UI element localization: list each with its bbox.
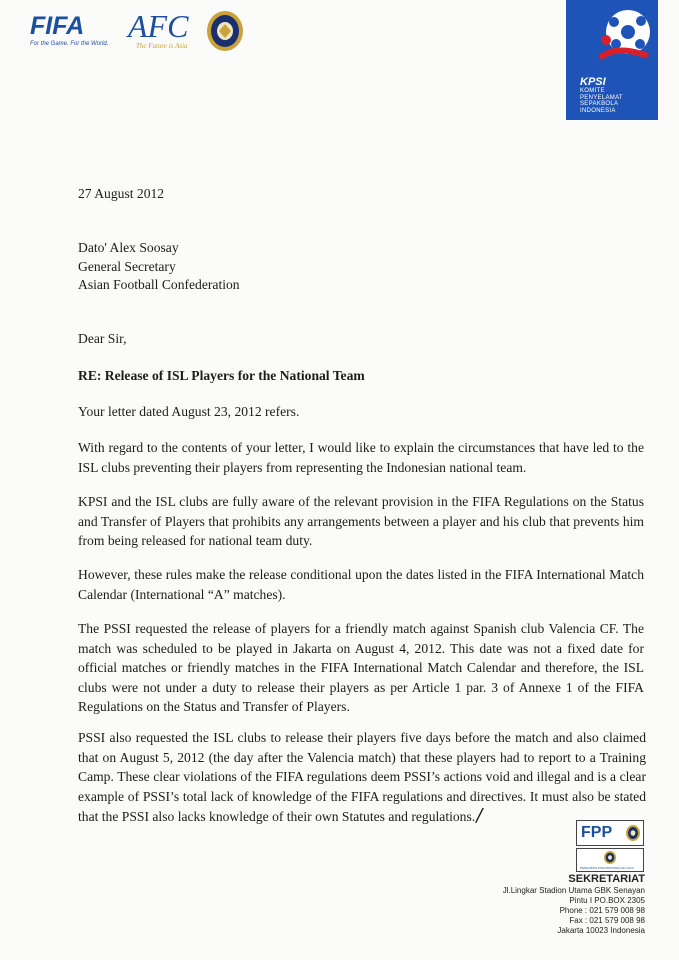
page-mark: / [476, 805, 483, 826]
paragraph-last [78, 728, 646, 827]
recipient-name: Dato' Alex Soosay [78, 240, 179, 255]
kpsi-logo-text: KPSI [580, 76, 606, 88]
fifa-logo-text: FIFA [30, 12, 85, 40]
address-line: Jl.Lingkar Stadion Utama GBK Senayan [502, 886, 645, 895]
secretariat-title: SEKRETARIAT [568, 873, 645, 885]
salutation: Dear Sir, [78, 331, 127, 346]
recipient-title: General Secretary [78, 259, 176, 274]
kpsi-line: PENYELAMAT [580, 94, 623, 101]
kpsi-line: SEPAKBOLA [580, 101, 619, 108]
fifa-logo [30, 12, 108, 48]
kpsi-line: INDONESIA [580, 107, 616, 114]
fpp-logo [576, 820, 644, 846]
city-line: Jakarta 10023 Indonesia [557, 926, 645, 935]
afc-tagline: The Future is Asia [136, 42, 188, 50]
seal-caption: PENGURUS PSSI PROVINSI DKI JAYA [580, 866, 634, 870]
paragraph: The PSSI requested the release of players for a friendly match against Spanish club Valencia CF. The match was scheduled to be played in Jakarta on August 4, 2012. This date was not a fixed date for official matches or friendly matches in the FIFA International Match Calendar and therefore, the ISL clubs were not under a duty to release their players as per Article 1 par. 3 of Annexe 1 of the FIFA Regulations on the Status and Transfer of Players. [78, 621, 644, 714]
recipient-organization: Asian Football Confederation [78, 277, 240, 292]
pssi-seal-icon [604, 851, 616, 864]
pssi-seal-icon [206, 10, 244, 52]
paragraph: Your letter dated August 23, 2012 refers. [78, 404, 300, 419]
subject-line: RE: Release of ISL Players for the National Team [78, 368, 365, 383]
fax-line: Fax : 021 579 008 98 [569, 916, 645, 925]
paragraph: However, these rules make the release conditional upon the dates listed in the FIFA International Match Calendar (International “A” matches). [78, 567, 644, 602]
paragraph-text: PSSI also requested the ISL clubs to release their players five days before the match and also claimed that on August 5, 2012 (the day after the Valencia match) that these players had to report to a Training Camp. These clear violations of the FIFA regulations deem PSSI’s actions void and illegal and is a clear example of PSSI’s total lack of knowledge of the FIFA regulations and directives. It must also be stated that the PSSI also lacks knowledge of their own Statutes and regulations. [78, 730, 646, 824]
fifa-tagline: For the Game. For the World. [30, 41, 109, 47]
pssi-seal-icon [626, 825, 640, 841]
paragraph: With regard to the contents of your letter, I would like to explain the circumstances that have led to the ISL clubs preventing their players from representing the Indonesian national team. [78, 440, 644, 475]
letter-date: 27 August 2012 [78, 186, 165, 201]
kpsi-line: KOMITE [580, 88, 605, 94]
afc-logo-text: AFC [128, 8, 189, 44]
kpsi-logo [566, 0, 658, 120]
secretariat-address [503, 873, 645, 936]
afc-logo [128, 10, 188, 51]
paragraph: KPSI and the ISL clubs are fully aware of the relevant provision in the FIFA Regulations on the Status and Transfer of Players that prohibits any arrangements between a player and his club that prevents him from being released for national team duty. [78, 494, 644, 548]
football-icon [596, 4, 654, 66]
phone-line: Phone : 021 579 008 98 [559, 906, 645, 915]
address-line: Pintu I PO.BOX 2305 [569, 896, 645, 905]
provincial-seal-box [576, 848, 644, 872]
fpp-logo-text: FPP [581, 824, 613, 841]
